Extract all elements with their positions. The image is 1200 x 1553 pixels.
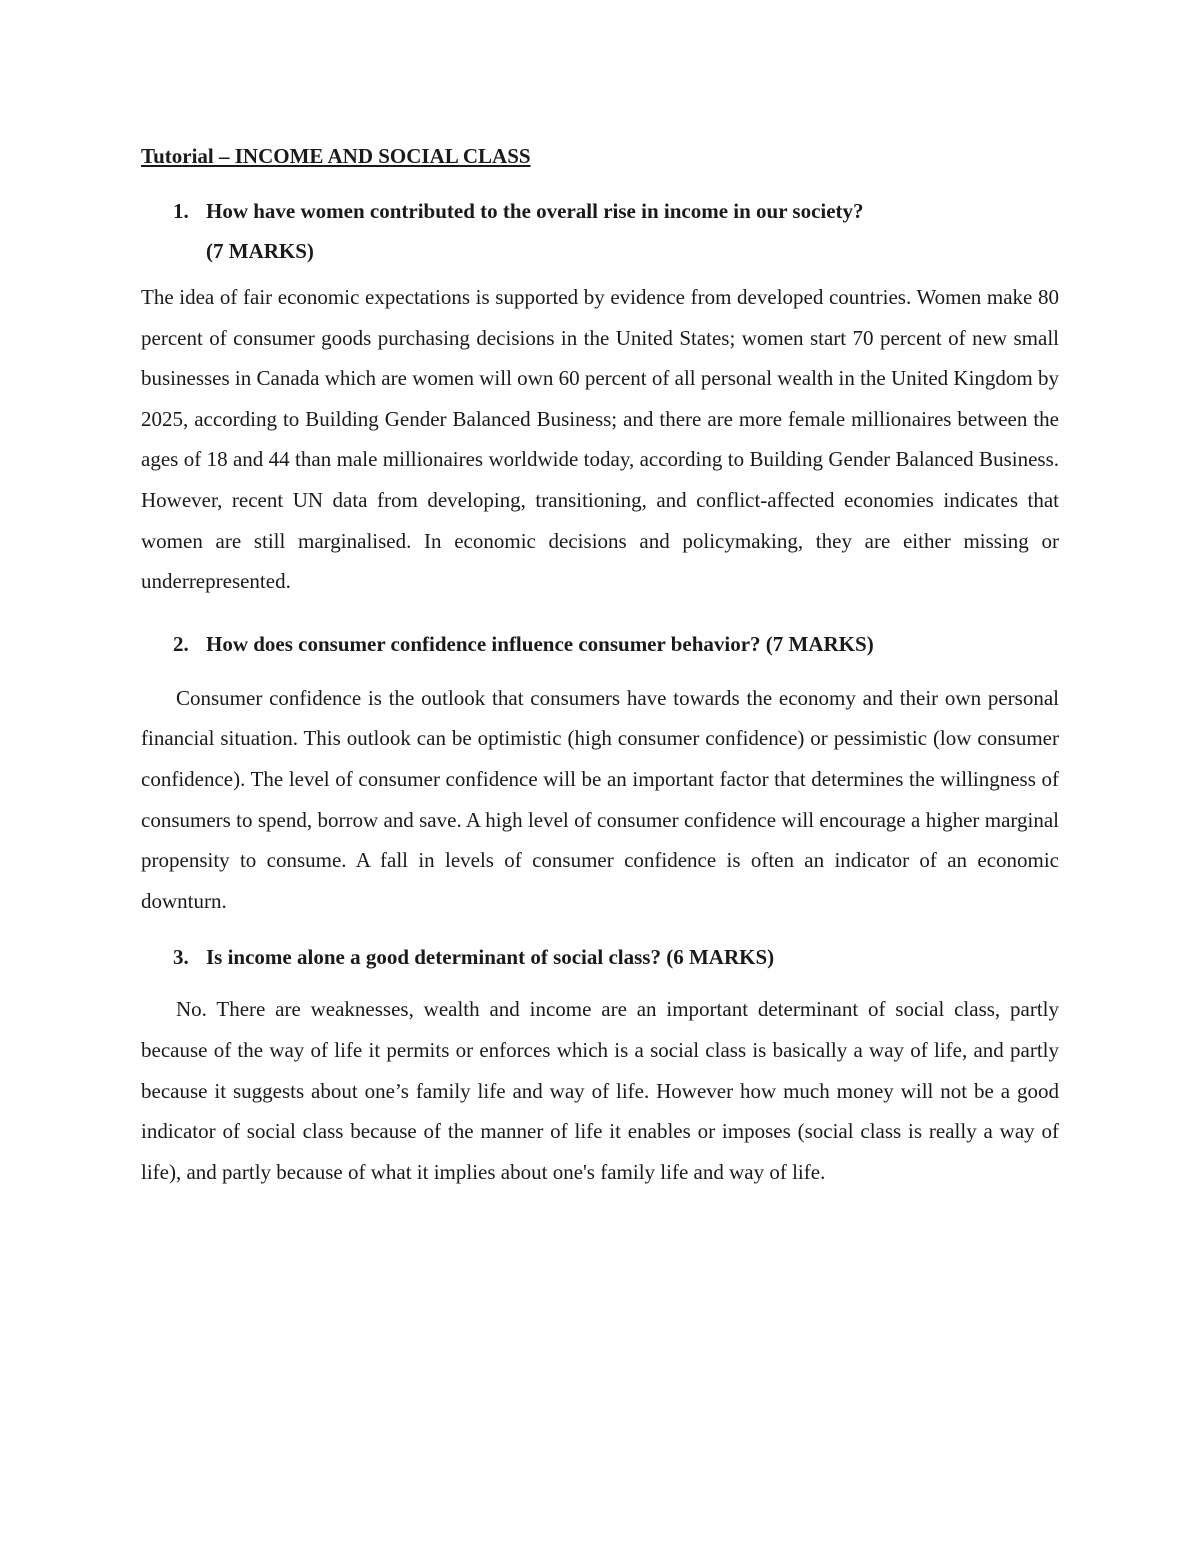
question-prompt: Is income alone a good determinant of social class? (6 MARKS) bbox=[206, 945, 775, 970]
question-prompt: How have women contributed to the overall rise in income in our society? bbox=[206, 199, 864, 223]
answer-2: Consumer confidence is the outlook that consumers have towards the economy and their own personal financial situation. This outlook can be optimistic (high consumer confidence) or pessimistic (low consumer confidence). The level of consumer confidence will be an important factor that determines the willingness of consumers to spend, borrow and save. A high level of consumer confidence will encourage a higher marginal propensity to consume. A fall in levels of consumer confidence is often an indicator of an economic downturn. bbox=[141, 685, 1059, 913]
question-3 bbox=[141, 937, 1059, 977]
document-page bbox=[141, 140, 1059, 1192]
question-prompt: How does consumer confidence influence consumer behavior? (7 MARKS) bbox=[206, 631, 874, 656]
question-1 bbox=[141, 191, 1059, 271]
question-2 bbox=[141, 624, 1059, 664]
question-number: 1. bbox=[173, 199, 189, 223]
document-title: Tutorial – INCOME AND SOCIAL CLASS bbox=[141, 144, 531, 168]
question-marks: (7 MARKS) bbox=[206, 239, 314, 263]
question-text bbox=[206, 191, 1059, 271]
answer-1: The idea of fair economic expectations is supported by evidence from developed countries. Women make 80 percent of consumer goods purchasing decisions in the United States; women start 70 percent of new small businesses in Canada which are women will own 60 percent of all personal wealth in the United Kingdom by 2025, according to Building Gender Balanced Business; and there are more female millionaires between the ages of 18 and 44 than male millionaires worldwide today, according to Building Gender Balanced Business. However, recent UN data from developing, transitioning, and conflict-affected economies indicates that women are still marginalised. In economic decisions and policymaking, they are either missing or underrepresented. bbox=[141, 285, 1059, 594]
answer-3: No. There are weaknesses, wealth and income are an important determinant of social class, partly because of the way of life it permits or enforces which is a social class is basically a way of life, and partly because it suggests about one’s family life and way of life. However how much money will not be a good indicator of social class because of the manner of life it enables or imposes (social class is really a way of life), and partly because of what it implies about one's family life and way of life. bbox=[141, 997, 1059, 1184]
question-number: 3. bbox=[173, 945, 189, 970]
question-number: 2. bbox=[173, 631, 189, 656]
